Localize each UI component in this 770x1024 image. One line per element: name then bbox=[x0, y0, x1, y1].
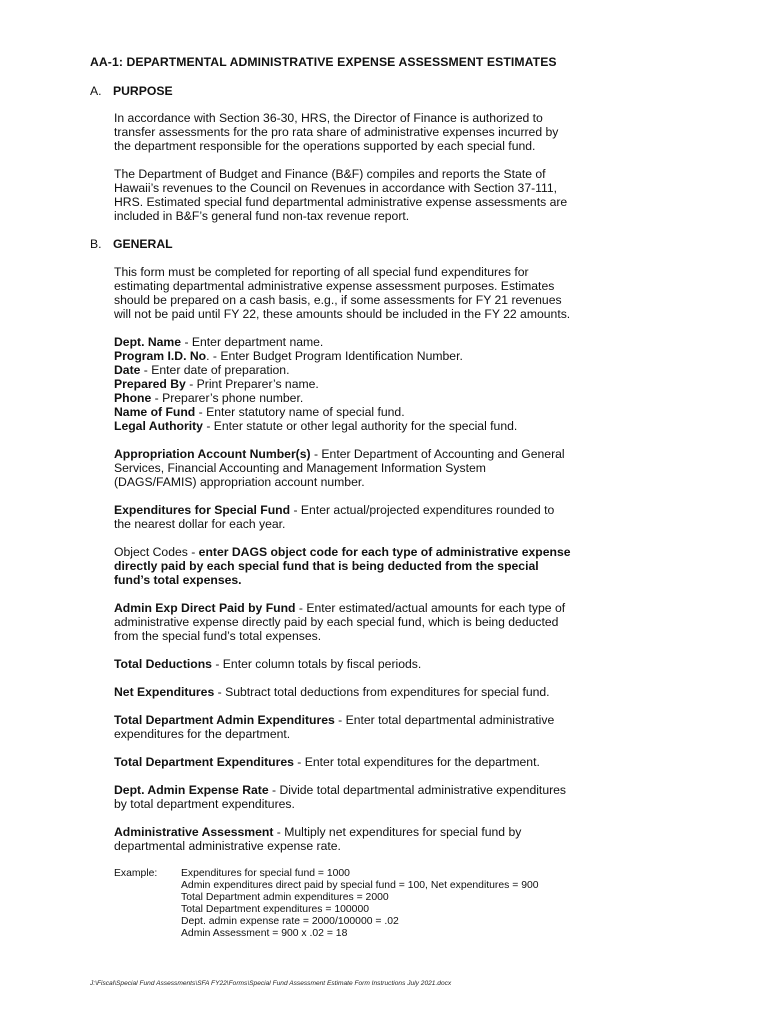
field-def bbox=[114, 335, 694, 349]
field-desc: - Enter date of preparation. bbox=[140, 363, 290, 377]
field-term: Prepared By bbox=[114, 377, 186, 391]
example-line: Total Department admin expenditures = 2000 bbox=[181, 891, 389, 903]
purpose-paragraph-1 bbox=[114, 111, 694, 153]
def-desc: - Subtract total deductions from expenditures for special fund. bbox=[214, 685, 550, 699]
field-desc: - Preparer’s phone number. bbox=[151, 391, 304, 405]
field-term: Legal Authority bbox=[114, 419, 203, 433]
section-a-heading bbox=[90, 84, 173, 98]
def-line: directly paid by each special fund that is being deducted from the special bbox=[114, 559, 539, 573]
def-line: expenditures for the department. bbox=[114, 727, 291, 741]
field-def bbox=[114, 419, 694, 433]
def-line bbox=[114, 657, 694, 671]
def-desc: - Enter column totals by fiscal periods. bbox=[211, 657, 422, 671]
field-desc: - Enter statutory name of special fund. bbox=[195, 405, 405, 419]
def-line bbox=[114, 545, 694, 559]
total-dept-admin-definition bbox=[114, 713, 694, 741]
purpose-p1-line: In accordance with Section 36-30, HRS, the Director of Finance is authorized to bbox=[114, 111, 543, 125]
def-line: Services, Financial Accounting and Management Information System bbox=[114, 461, 486, 475]
def-line bbox=[114, 447, 694, 461]
example-lines bbox=[181, 868, 539, 939]
field-def bbox=[114, 349, 694, 363]
def-term: Dept. Admin Expense Rate bbox=[114, 783, 269, 797]
purpose-paragraph-2 bbox=[114, 167, 694, 223]
field-def bbox=[114, 405, 694, 419]
field-term: Date bbox=[114, 363, 141, 377]
def-desc: - Divide total departmental administrative expenditures bbox=[268, 783, 567, 797]
document-title: AA-1: DEPARTMENTAL ADMINISTRATIVE EXPENSE ASSESSMENT ESTIMATES bbox=[90, 55, 557, 69]
def-line bbox=[114, 755, 694, 769]
section-b-title: GENERAL bbox=[113, 237, 173, 251]
def-line: the nearest dollar for each year. bbox=[114, 517, 286, 531]
def-term: Admin Exp Direct Paid by Fund bbox=[114, 601, 296, 615]
example-line: Total Department expenditures = 100000 bbox=[181, 903, 370, 915]
example-line: Admin Assessment = 900 x .02 = 18 bbox=[181, 927, 348, 939]
purpose-p2-line: The Department of Budget and Finance (B&F) compiles and reports the State of bbox=[114, 167, 546, 181]
total-dept-exp-definition bbox=[114, 755, 694, 769]
expenditures-definition bbox=[114, 503, 694, 531]
field-desc: - Enter department name. bbox=[181, 335, 324, 349]
admin-rate-definition bbox=[114, 783, 694, 811]
admin-exp-definition bbox=[114, 601, 694, 643]
field-term: Dept. Name bbox=[114, 335, 182, 349]
general-paragraph bbox=[114, 265, 694, 321]
field-def bbox=[114, 363, 694, 377]
purpose-p1-line: transfer assessments for the pro rata share of administrative expenses incurred by bbox=[114, 125, 559, 139]
def-desc: - Enter actual/projected expenditures rounded to bbox=[290, 503, 555, 517]
file-path-footer: J:\Fiscal\Special Fund Assessments\SFA FY22\Forms\Special Fund Assessment Estimate Form Instructions July 2021.docx bbox=[90, 980, 452, 987]
def-line bbox=[114, 503, 694, 517]
example-label: Example: bbox=[114, 868, 158, 879]
appropriation-definition bbox=[114, 447, 694, 489]
purpose-p1-line: the department responsible for the operations supported by each special fund. bbox=[114, 139, 536, 153]
general-line: estimating departmental administrative expense assessment purposes. Estimates bbox=[114, 279, 555, 293]
general-line: will not be paid until FY 22, these amounts should be included in the FY 22 amounts. bbox=[114, 307, 571, 321]
def-line: from the special fund’s total expenses. bbox=[114, 629, 322, 643]
field-definitions bbox=[114, 335, 694, 433]
field-term: Phone bbox=[114, 391, 152, 405]
general-line: should be prepared on a cash basis, e.g., if some assessments for FY 21 revenues bbox=[114, 293, 562, 307]
field-desc: - Print Preparer’s name. bbox=[185, 377, 319, 391]
def-desc: - Enter estimated/actual amounts for each type of bbox=[295, 601, 566, 615]
example-line: Expenditures for special fund = 1000 bbox=[181, 868, 350, 879]
field-desc: . - Enter Budget Program Identification Number. bbox=[206, 349, 463, 363]
def-term: Object Codes - bbox=[114, 545, 199, 559]
purpose-p2-line: HRS. Estimated special fund departmental administrative expense assessments are bbox=[114, 195, 568, 209]
field-def bbox=[114, 377, 694, 391]
def-line: fund’s total expenses. bbox=[114, 573, 242, 587]
def-line: administrative expense directly paid by each special fund, which is being deducted bbox=[114, 615, 559, 629]
def-line: departmental administrative expense rate. bbox=[114, 839, 341, 853]
example-line: Admin expenditures direct paid by special fund = 100, Net expenditures = 900 bbox=[181, 879, 539, 891]
def-term: Appropriation Account Number(s) bbox=[114, 447, 311, 461]
purpose-p2-line: Hawaii’s revenues to the Council on Revenues in accordance with Section 37-111, bbox=[114, 181, 558, 195]
section-a-title: PURPOSE bbox=[113, 84, 173, 98]
def-desc: - Multiply net expenditures for special fund by bbox=[273, 825, 522, 839]
def-line bbox=[114, 685, 694, 699]
field-def bbox=[114, 391, 694, 405]
def-term: Expenditures for Special Fund bbox=[114, 503, 291, 517]
field-term: Name of Fund bbox=[114, 405, 196, 419]
purpose-p2-line: included in B&F’s general fund non-tax revenue report. bbox=[114, 209, 410, 223]
section-a-letter: A. bbox=[90, 84, 102, 98]
def-line: (DAGS/FAMIS) appropriation account number. bbox=[114, 475, 365, 489]
def-desc: - Enter Department of Accounting and General bbox=[310, 447, 565, 461]
def-line bbox=[114, 825, 694, 839]
def-line: by total department expenditures. bbox=[114, 797, 295, 811]
def-desc: - Enter total expenditures for the department. bbox=[293, 755, 540, 769]
section-b-letter: B. bbox=[90, 237, 102, 251]
def-desc: enter DAGS object code for each type of administrative expense bbox=[198, 545, 571, 559]
total-deductions-definition bbox=[114, 657, 694, 671]
def-line bbox=[114, 713, 694, 727]
def-term: Total Department Expenditures bbox=[114, 755, 294, 769]
def-term: Net Expenditures bbox=[114, 685, 215, 699]
def-term: Total Deductions bbox=[114, 657, 212, 671]
def-line bbox=[114, 601, 694, 615]
def-desc: - Enter total departmental administrative bbox=[334, 713, 555, 727]
net-expenditures-definition bbox=[114, 685, 694, 699]
general-line: This form must be completed for reporting of all special fund expenditures for bbox=[114, 265, 529, 279]
section-b-heading bbox=[90, 237, 173, 251]
object-codes-definition bbox=[114, 545, 694, 587]
def-term: Total Department Admin Expenditures bbox=[114, 713, 335, 727]
admin-assessment-definition bbox=[114, 825, 694, 853]
def-line bbox=[114, 783, 694, 797]
field-term: Program I.D. No bbox=[114, 349, 207, 363]
def-term: Administrative Assessment bbox=[114, 825, 274, 839]
field-desc: - Enter statute or other legal authority for the special fund. bbox=[202, 419, 518, 433]
example-line: Dept. admin expense rate = 2000/100000 = .02 bbox=[181, 915, 399, 927]
